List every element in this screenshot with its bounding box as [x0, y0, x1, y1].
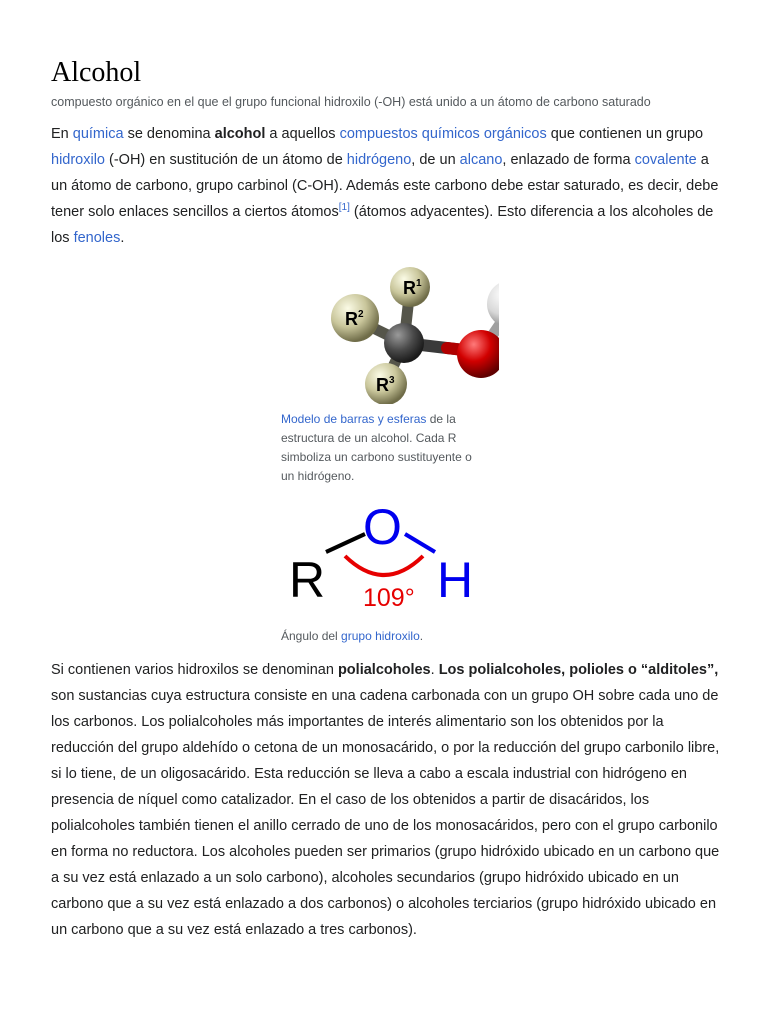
- text-fragment: a un átomo de carbono, grupo carbinol (C-OH). Además este carbono debe estar saturado, es decir, debe tener solo enlaces sencillos a ciertos átomos: [51, 152, 719, 220]
- oxygen-atom: [457, 330, 499, 378]
- text-fragment: son sustancias cuya estructura consiste en una cadena carbonada con un grupo OH sobre cada uno de los carbonos. Los polialcoholes más importantes de interés alimentario son los obtenidos por la reducción del grupo aldehído o cetona de un monosacárido, o por la reducción del grupo carbonilo libre, si lo tiene, de un oligosacárido. Esta reducción se lleva a cabo a escala industrial con hidrógeno en presencia de níquel como catalizador. En el caso de los obtenidos a partir de disacáridos, los polialcoholes también tienen el anillo cerrado de uno de los monosacáridos, pero con el grupo carbonilo en forma no reductora. Los alcoholes pueden ser primarios (grupo hidróxido ubicado en un carbono que a su vez está enlazado a un solo carbono), alcoholes secundarios (grupo hidróxido ubicado en un carbono que a su vez está enlazado a dos carbonos) o alcoholes terciarios (grupo hidróxido ubicado en un carbono que a su vez está enlazado a tres carbonos).: [51, 688, 720, 938]
- r1-label: $R^1$: [403, 278, 422, 298]
- page-title: Alcohol: [51, 57, 142, 88]
- r-o-bond: [326, 534, 365, 552]
- text-fragment: a aquellos: [265, 126, 340, 142]
- link-quimica[interactable]: química: [72, 126, 124, 142]
- h-label: H: [437, 552, 474, 608]
- link-covalente[interactable]: covalente: [634, 152, 697, 168]
- caption-text: de la estructura de un alcohol. Cada R simboliza un carbono sustituyente o un hidrógeno.: [281, 412, 472, 483]
- text-fragment: se denomina: [123, 126, 215, 142]
- hydroxyl-angle-diagram-image[interactable]: [283, 500, 493, 618]
- caption-text: .: [419, 629, 424, 643]
- caption-text: Ángulo del: [281, 629, 342, 643]
- text-fragment: (átomos adyacentes). Esto diferencia a los alcoholes de los: [51, 204, 714, 246]
- o-label: O: [363, 500, 402, 555]
- r2-label: $R^2$: [345, 309, 364, 329]
- link-grupo-hidroxilo[interactable]: grupo hidroxilo: [341, 629, 420, 643]
- text-fragment: Si contienen varios hidroxilos se denominan: [51, 662, 338, 678]
- ball-and-stick-model-image[interactable]: [279, 264, 499, 404]
- carbon-atom: [384, 323, 424, 363]
- link-fenoles[interactable]: fenoles: [73, 230, 121, 246]
- angle-arc: [345, 556, 423, 575]
- link-compuestos-quimicos-organicos[interactable]: compuestos químicos orgánicos: [339, 126, 547, 142]
- reference-link-1[interactable]: [1]: [338, 202, 350, 214]
- bold-term-alcohol: alcohol: [214, 126, 266, 142]
- bold-term-polioles: Los polialcoholes, polioles o “alditoles”,: [438, 662, 719, 678]
- o-h-bond: [405, 534, 435, 552]
- link-hidroxilo[interactable]: hidroxilo: [51, 152, 105, 168]
- text-fragment: .: [120, 230, 125, 246]
- figure1-caption: [281, 410, 486, 486]
- text-fragment: , de un: [411, 152, 460, 168]
- angle-label: 109°: [363, 584, 415, 612]
- text-fragment: .: [430, 662, 439, 678]
- link-modelo-barras-esferas[interactable]: Modelo de barras y esferas: [281, 412, 427, 426]
- r3-label: $R^3$: [376, 375, 395, 395]
- text-fragment: que contienen un grupo: [546, 126, 704, 142]
- link-alcano[interactable]: alcano: [459, 152, 503, 168]
- text-fragment: (-OH) en sustitución de un átomo de: [105, 152, 347, 168]
- text-fragment: , enlazado de forma: [502, 152, 635, 168]
- page-subtitle: compuesto orgánico en el que el grupo funcional hidroxilo (-OH) está unido a un átomo de carbono saturado: [51, 95, 651, 109]
- hydrogen-atom: [487, 280, 499, 328]
- link-hidrogeno[interactable]: hidrógeno: [346, 152, 412, 168]
- polyalcohols-paragraph: [51, 657, 721, 943]
- r-label: R: [289, 552, 326, 608]
- figure2-caption: [281, 627, 423, 646]
- bold-term-polialcoholes: polialcoholes: [337, 662, 431, 678]
- intro-paragraph: [51, 121, 721, 251]
- text-fragment: En: [51, 126, 73, 142]
